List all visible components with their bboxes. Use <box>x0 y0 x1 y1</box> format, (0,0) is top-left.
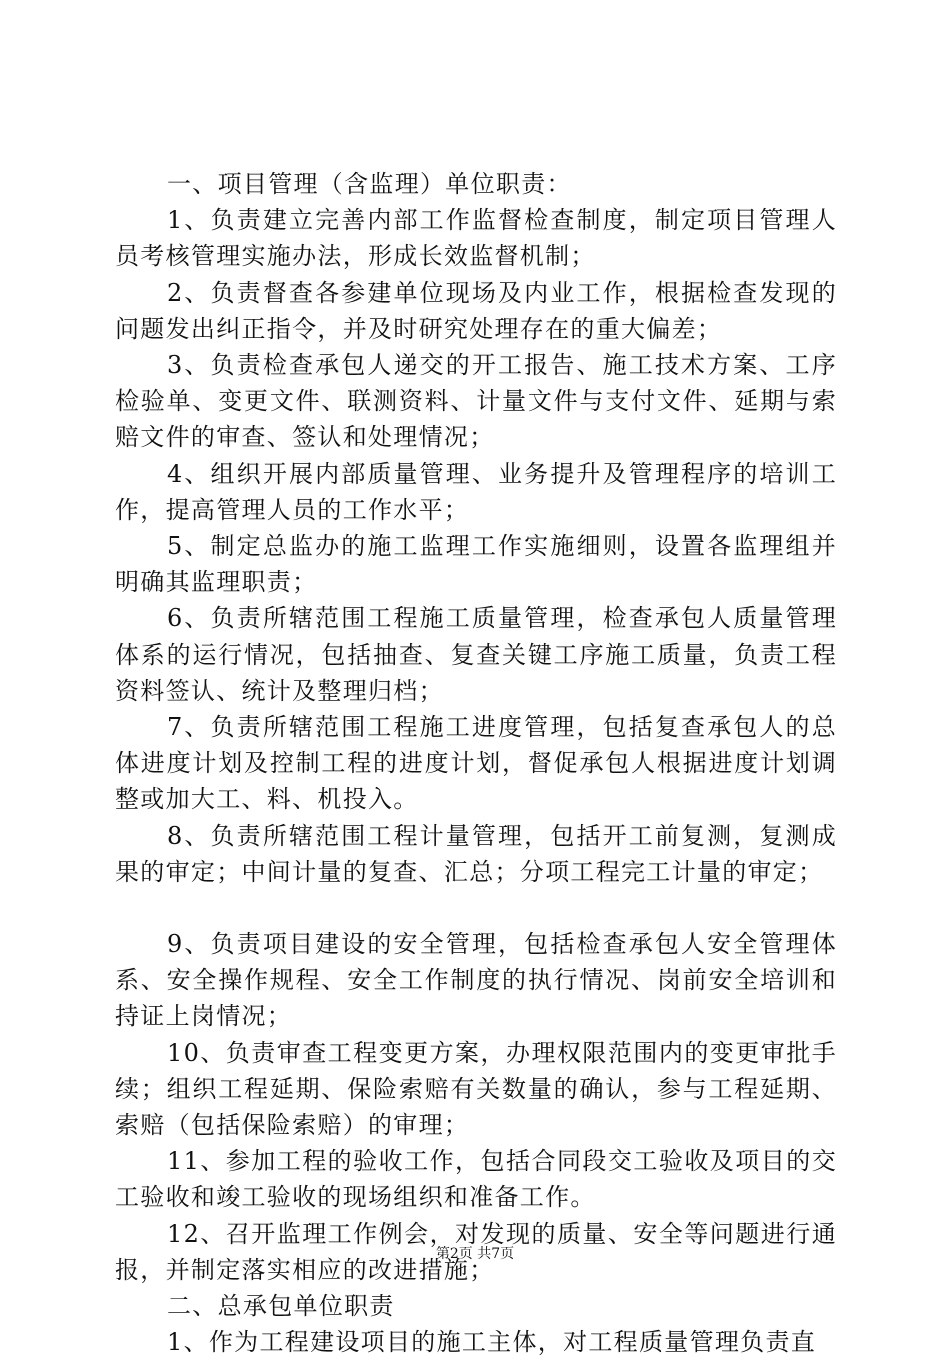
section-heading-project-management: 一、项目管理（含监理）单位职责： <box>167 170 572 198</box>
duty-item-7: 7、负责所辖范围工程施工进度管理，包括复查承包人的总体进度计划及控制工程的进度计划，督促承包人根据进度计划调整或加大工、料、机投入。 <box>115 713 837 814</box>
contractor-duty-item-1: 1、作为工程建设项目的施工主体，对工程质量管理负责直 <box>167 1328 817 1357</box>
duty-item-5: 5、制定总监办的施工监理工作实施细则，设置各监理组并明确其监理职责； <box>115 532 837 597</box>
page-number-footer: 第2页 共7页 <box>435 1246 515 1262</box>
duty-item-11: 11、参加工程的验收工作，包括合同段交工验收及项目的交工验收和竣工验收的现场组织和准备工作。 <box>115 1147 837 1212</box>
duty-item-6: 6、负责所辖范围工程施工质量管理，检查承包人质量管理体系的运行情况，包括抽查、复查关键工序施工质量，负责工程资料签认、统计及整理归档； <box>115 604 837 705</box>
duty-item-1: 1、负责建立完善内部工作监督检查制度，制定项目管理人员考核管理实施办法，形成长效监督机制； <box>115 206 837 271</box>
section-heading-general-contractor: 二、总承包单位职责 <box>167 1292 395 1321</box>
duty-item-3: 3、负责检查承包人递交的开工报告、施工技术方案、工序检验单、变更文件、联测资料、计量文件与支付文件、延期与索赔文件的审查、签认和处理情况； <box>115 351 837 452</box>
duty-item-12: 12、召开监理工作例会，对发现的质量、安全等问题进行通报，并制定落实相应的改进措施； <box>115 1219 837 1284</box>
document-body <box>115 166 837 1361</box>
duty-item-4: 4、组织开展内部质量管理、业务提升及管理程序的培训工作，提高管理人员的工作水平； <box>115 459 837 524</box>
duty-item-2: 2、负责督查各参建单位现场及内业工作，根据检查发现的问题发出纠正指令，并及时研究处理存在的重大偏差； <box>115 278 837 343</box>
duty-item-9: 9、负责项目建设的安全管理，包括检查承包人安全管理体系、安全操作规程、安全工作制度的执行情况、岗前安全培训和持证上岗情况； <box>115 930 837 1031</box>
duty-item-10: 10、负责审查工程变更方案，办理权限范围内的变更审批手续；组织工程延期、保险索赔有关数量的确认，参与工程延期、索赔（包括保险索赔）的审理； <box>115 1038 837 1140</box>
duty-item-8: 8、负责所辖范围工程计量管理，包括开工前复测，复测成果的审定；中间计量的复查、汇总；分项工程完工计量的审定； <box>115 821 837 886</box>
